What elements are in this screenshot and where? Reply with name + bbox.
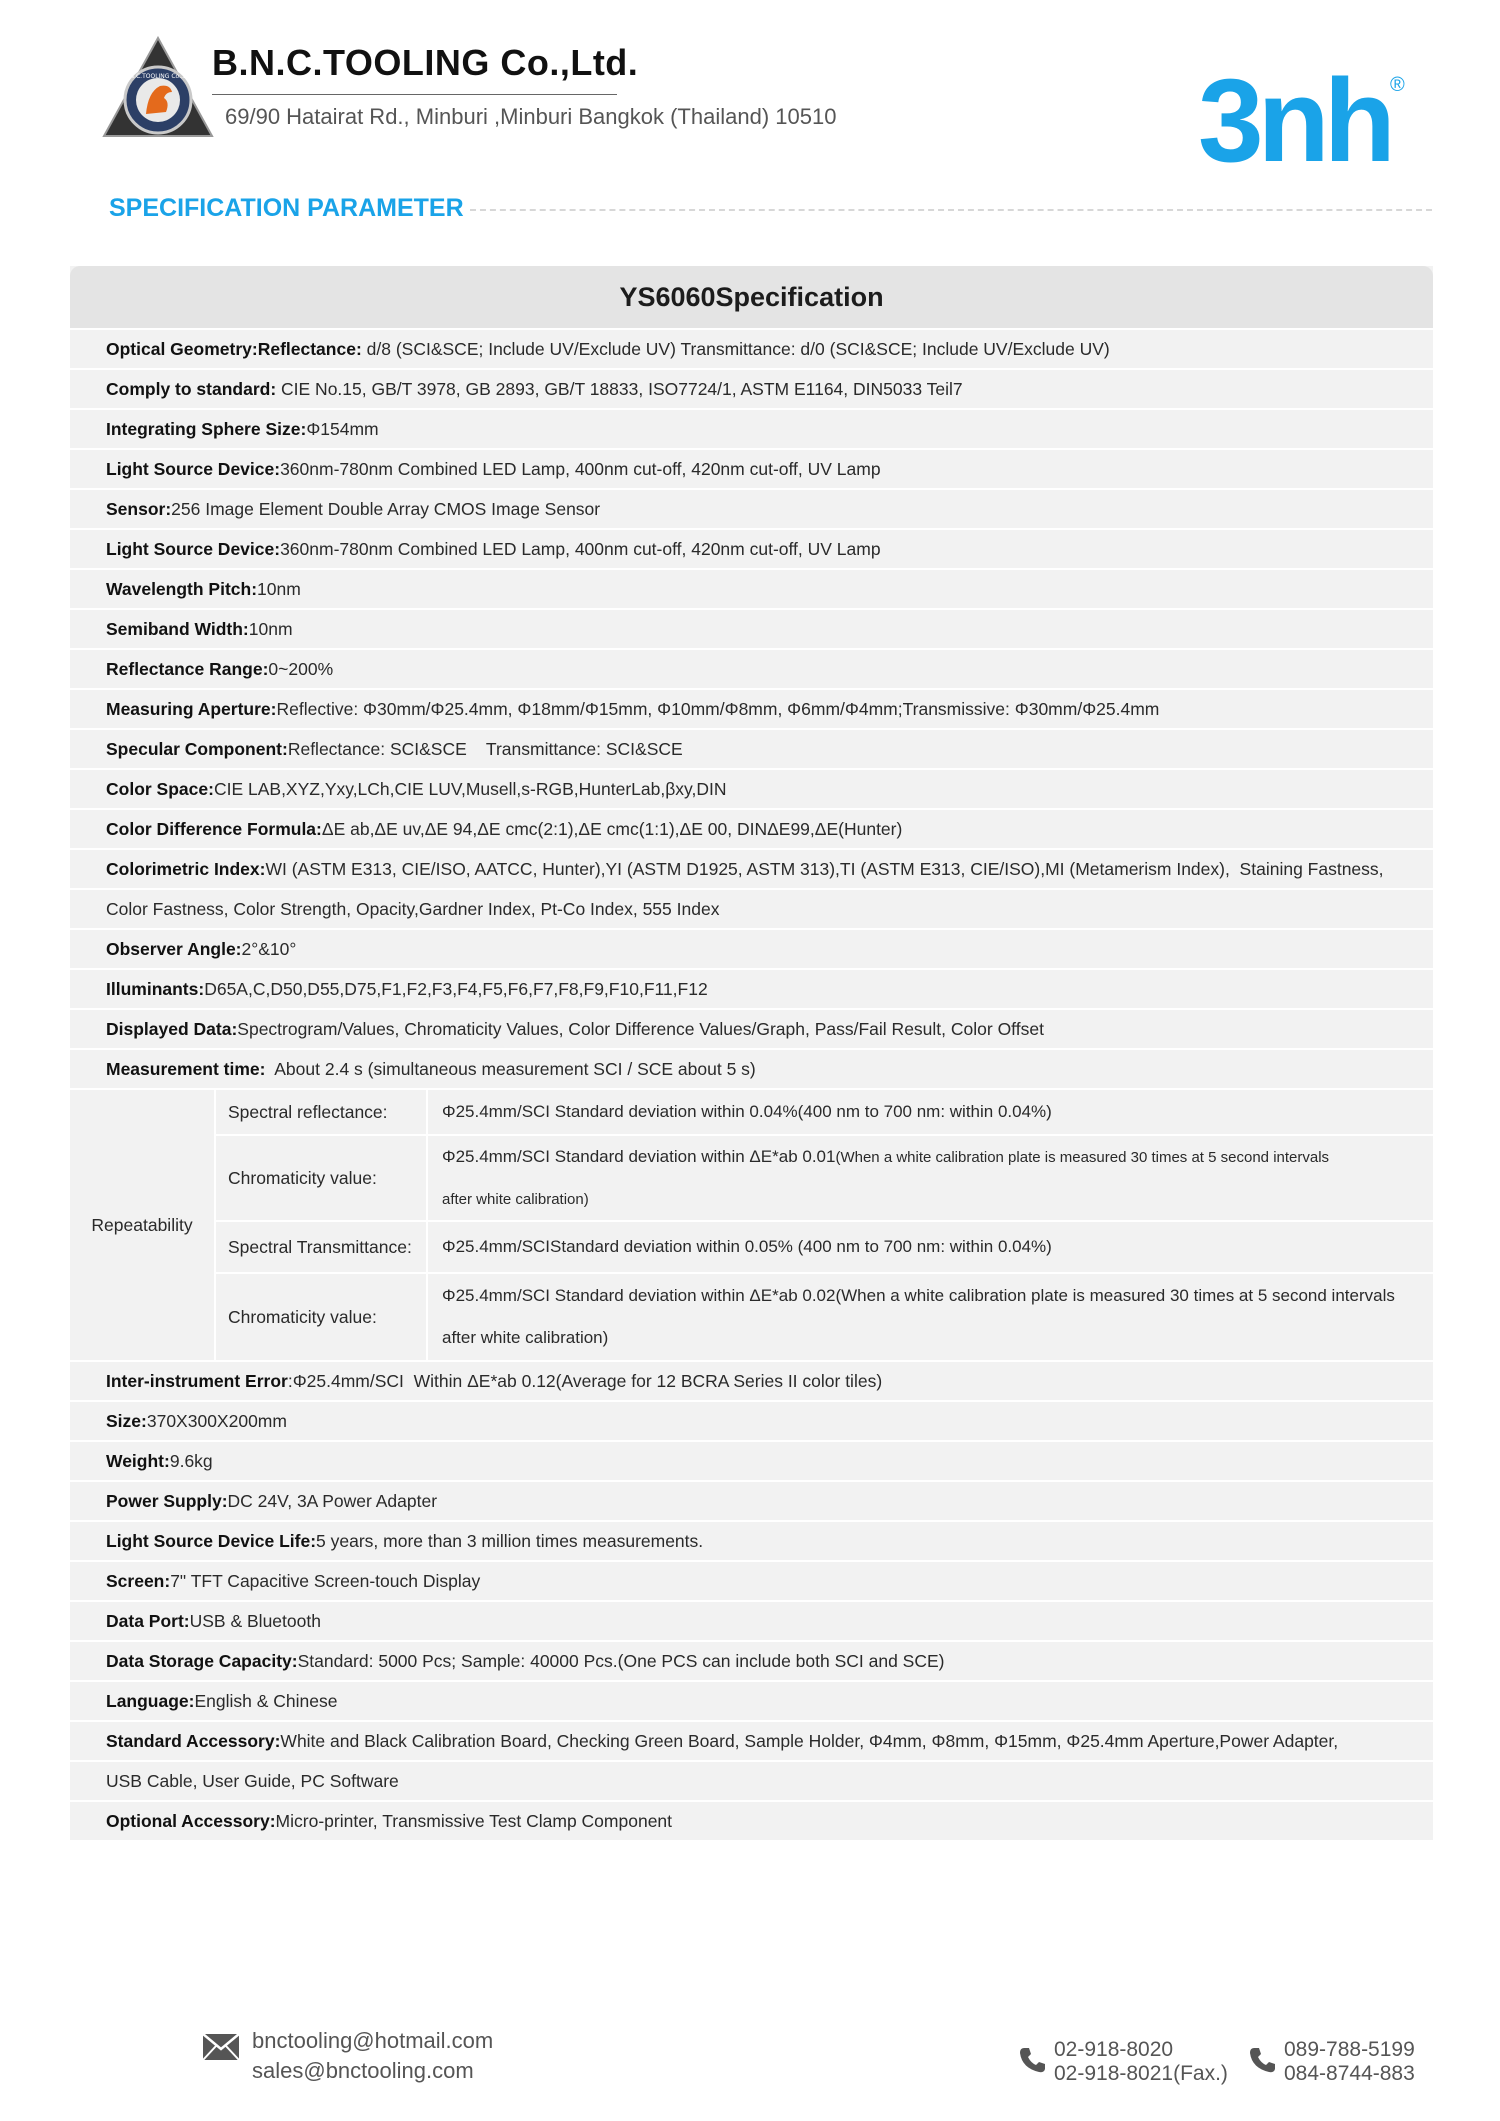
section-title: SPECIFICATION PARAMETER bbox=[109, 194, 464, 222]
company-name: B.N.C.TOOLING Co.,Ltd. bbox=[212, 42, 639, 83]
spec-value: D65A,C,D50,D55,D75,F1,F2,F3,F4,F5,F6,F7,F8,F9,F10,F11,F12 bbox=[204, 978, 708, 999]
spec-label: Measurement time: bbox=[106, 1058, 266, 1079]
spec-value: ΔE ab,ΔE uv,ΔE 94,ΔE cmc(2:1),ΔE cmc(1:1),ΔE 00, DINΔE99,ΔE(Hunter) bbox=[321, 818, 903, 839]
spec-value: CIE LAB,XYZ,Yxy,LCh,CIE LUV,Musell,s-RGB,HunterLab,βxy,DIN bbox=[213, 778, 727, 799]
spec-label: Size: bbox=[106, 1410, 147, 1431]
spec-label: Inter-instrument Error bbox=[106, 1370, 288, 1391]
repeatability-value: Φ25.4mm/SCI Standard deviation within 0.04%(400 nm to 700 nm: within 0.04%) bbox=[442, 1102, 1052, 1121]
spec-value: d/8 (SCI&SCE; Include UV/Exclude UV) Transmittance: d/0 (SCI&SCE; Include UV/Exclude UV) bbox=[361, 338, 1110, 359]
spec-row bbox=[70, 968, 1433, 1008]
repeatability-name: Chromaticity value: bbox=[216, 1136, 428, 1220]
spec-label: Comply to standard: bbox=[106, 378, 277, 399]
spec-row bbox=[70, 848, 1433, 888]
spec-row bbox=[70, 1680, 1433, 1720]
spec-row bbox=[70, 808, 1433, 848]
repeatability-name: Spectral reflectance: bbox=[216, 1090, 428, 1134]
repeatability-value: Φ25.4mm/SCI Standard deviation within ΔE*ab 0.01(When a white calibration plate is measured 30 times at 5 second intervals after white calibration) bbox=[442, 1146, 1330, 1208]
header-divider bbox=[212, 94, 617, 95]
spec-label: Weight: bbox=[106, 1450, 170, 1471]
spec-value: 360nm-780nm Combined LED Lamp, 400nm cut-off, 420nm cut-off, UV Lamp bbox=[280, 458, 881, 479]
spec-value: English & Chinese bbox=[194, 1690, 338, 1711]
spec-row bbox=[70, 888, 1433, 928]
spec-value: Color Fastness, Color Strength, Opacity,Gardner Index, Pt-Co Index, 555 Index bbox=[106, 898, 720, 919]
spec-row bbox=[70, 1360, 1433, 1400]
spec-value: White and Black Calibration Board, Checking Green Board, Sample Holder, Φ4mm, Φ8mm, Φ15mm, Φ25.4mm Aperture,Power Adapter, bbox=[280, 1730, 1339, 1751]
repeatability-block bbox=[70, 1088, 1433, 1360]
repeatability-label: Repeatability bbox=[91, 1214, 193, 1235]
spec-title: YS6060Specification bbox=[70, 266, 1433, 328]
spec-row bbox=[70, 928, 1433, 968]
spec-value: CIE No.15, GB/T 3978, GB 2893, GB/T 18833, ISO7724/1, ASTM E1164, DIN5033 Teil7 bbox=[276, 378, 963, 399]
spec-row bbox=[70, 768, 1433, 808]
footer-email[interactable]: sales@bnctooling.com bbox=[252, 2058, 474, 2083]
spec-value: Reflectance: SCI&SCE Transmittance: SCI&SCE bbox=[287, 738, 683, 759]
spec-label: Light Source Device Life: bbox=[106, 1530, 317, 1551]
spec-row bbox=[70, 688, 1433, 728]
spec-value: 256 Image Element Double Array CMOS Image Sensor bbox=[171, 498, 601, 519]
footer-phone: 02-918-8021(Fax.) bbox=[1054, 2062, 1228, 2085]
spec-row bbox=[70, 1048, 1433, 1088]
spec-value: 7" TFT Capacitive Screen-touch Display bbox=[170, 1570, 481, 1591]
footer-phone: 089-788-5199 bbox=[1284, 2038, 1415, 2061]
spec-value: 0~200% bbox=[268, 658, 334, 679]
repeatability-value: Φ25.4mm/SCI Standard deviation within ΔE*ab 0.02(When a white calibration plate is measured 30 times at 5 second intervals after white calibration) bbox=[442, 1286, 1395, 1347]
spec-label: Language: bbox=[106, 1690, 195, 1711]
spec-label: Data Port: bbox=[106, 1610, 190, 1631]
spec-label: Light Source Device: bbox=[106, 538, 281, 559]
spec-row bbox=[70, 608, 1433, 648]
spec-value: DC 24V, 3A Power Adapter bbox=[227, 1490, 438, 1511]
spec-label: Color Space: bbox=[106, 778, 214, 799]
spec-label: Optical Geometry:Reflectance: bbox=[106, 338, 362, 359]
spec-value: USB & Bluetooth bbox=[189, 1610, 321, 1631]
repeatability-row bbox=[214, 1090, 1433, 1134]
spec-row bbox=[70, 648, 1433, 688]
spec-value: About 2.4 s (simultaneous measurement SCI / SCE about 5 s) bbox=[265, 1058, 756, 1079]
spec-row bbox=[70, 1800, 1433, 1840]
spec-value: USB Cable, User Guide, PC Software bbox=[106, 1770, 399, 1791]
spec-row bbox=[70, 568, 1433, 608]
spec-label: Colorimetric Index: bbox=[106, 858, 266, 879]
spec-row bbox=[70, 1560, 1433, 1600]
spec-label: Specular Component: bbox=[106, 738, 288, 759]
brand-logo-3nh: 3nh bbox=[1198, 55, 1390, 187]
repeatability-name: Chromaticity value: bbox=[216, 1274, 428, 1360]
spec-row bbox=[70, 408, 1433, 448]
spec-row bbox=[70, 1480, 1433, 1520]
spec-label: Optional Accessory: bbox=[106, 1810, 276, 1831]
repeatability-row bbox=[214, 1272, 1433, 1360]
spec-value: 9.6kg bbox=[169, 1450, 213, 1471]
footer-phone: 084-8744-883 bbox=[1284, 2062, 1415, 2085]
spec-label: Reflectance Range: bbox=[106, 658, 269, 679]
section-divider bbox=[470, 209, 1432, 211]
spec-row bbox=[70, 1440, 1433, 1480]
phone-icon bbox=[1018, 2046, 1046, 2074]
spec-row bbox=[70, 1520, 1433, 1560]
spec-value: Standard: 5000 Pcs; Sample: 40000 Pcs.(One PCS can include both SCI and SCE) bbox=[297, 1650, 945, 1671]
spec-label: Light Source Device: bbox=[106, 458, 281, 479]
spec-value: Φ154mm bbox=[306, 418, 379, 439]
spec-label: Semiband Width: bbox=[106, 618, 249, 639]
spec-row bbox=[70, 1760, 1433, 1800]
spec-value: :Φ25.4mm/SCI Within ΔE*ab 0.12(Average for 12 BCRA Series II color tiles) bbox=[287, 1370, 883, 1391]
spec-label: Observer Angle: bbox=[106, 938, 242, 959]
spec-label: Integrating Sphere Size: bbox=[106, 418, 307, 439]
spec-label: Measuring Aperture: bbox=[106, 698, 277, 719]
spec-label: Displayed Data: bbox=[106, 1018, 238, 1039]
company-address: 69/90 Hatairat Rd., Minburi ,Minburi Bangkok (Thailand) 10510 bbox=[225, 104, 837, 129]
spec-value: 10nm bbox=[257, 578, 301, 599]
registered-mark: ® bbox=[1390, 74, 1405, 96]
spec-row bbox=[70, 1640, 1433, 1680]
spec-label: Illuminants: bbox=[106, 978, 205, 999]
spec-value: 5 years, more than 3 million times measurements. bbox=[316, 1530, 704, 1551]
spec-row bbox=[70, 1600, 1433, 1640]
spec-label: Sensor: bbox=[106, 498, 172, 519]
company-logo bbox=[100, 36, 216, 140]
mail-icon bbox=[202, 2033, 240, 2061]
spec-label: Standard Accessory: bbox=[106, 1730, 281, 1751]
spec-label: Data Storage Capacity: bbox=[106, 1650, 298, 1671]
spec-row bbox=[70, 1008, 1433, 1048]
spec-label: Power Supply: bbox=[106, 1490, 228, 1511]
repeatability-row bbox=[214, 1134, 1433, 1220]
spec-row bbox=[70, 528, 1433, 568]
spec-table bbox=[70, 266, 1433, 1840]
spec-value: 2°&10° bbox=[241, 938, 297, 959]
spec-value: 10nm bbox=[248, 618, 293, 639]
spec-row bbox=[70, 328, 1433, 368]
spec-value: Reflective: Φ30mm/Φ25.4mm, Φ18mm/Φ15mm, Φ10mm/Φ8mm, Φ6mm/Φ4mm;Transmissive: Φ30mm/Φ25.4mm bbox=[276, 698, 1160, 719]
spec-label: Screen: bbox=[106, 1570, 171, 1591]
spec-row bbox=[70, 728, 1433, 768]
repeatability-name: Spectral Transmittance: bbox=[216, 1222, 428, 1272]
spec-value: 360nm-780nm Combined LED Lamp, 400nm cut-off, 420nm cut-off, UV Lamp bbox=[280, 538, 881, 559]
spec-label: Wavelength Pitch: bbox=[106, 578, 258, 599]
spec-value: Spectrogram/Values, Chromaticity Values, Color Difference Values/Graph, Pass/Fail Result, Color Offset bbox=[237, 1018, 1044, 1039]
spec-value: Micro-printer, Transmissive Test Clamp Component bbox=[275, 1810, 673, 1831]
phone-icon bbox=[1248, 2046, 1276, 2074]
footer-email[interactable]: bnctooling@hotmail.com bbox=[252, 2028, 494, 2053]
repeatability-row bbox=[214, 1220, 1433, 1272]
spec-row bbox=[70, 1400, 1433, 1440]
footer-phone: 02-918-8020 bbox=[1054, 2038, 1174, 2061]
spec-row bbox=[70, 488, 1433, 528]
spec-label: Color Difference Formula: bbox=[106, 818, 322, 839]
svg-text:B.N.C.TOOLING Co.,Ltd: B.N.C.TOOLING Co.,Ltd bbox=[123, 73, 193, 80]
spec-row bbox=[70, 448, 1433, 488]
spec-value: WI (ASTM E313, CIE/ISO, AATCC, Hunter),YI (ASTM D1925, ASTM 313),TI (ASTM E313, CIE/ISO),MI (Metamerism Index), Staining Fastness, bbox=[265, 858, 1384, 879]
spec-value: 370X300X200mm bbox=[146, 1410, 287, 1431]
spec-row bbox=[70, 368, 1433, 408]
repeatability-value: Φ25.4mm/SCIStandard deviation within 0.05% (400 nm to 700 nm: within 0.04%) bbox=[442, 1237, 1052, 1256]
spec-row bbox=[70, 1720, 1433, 1760]
